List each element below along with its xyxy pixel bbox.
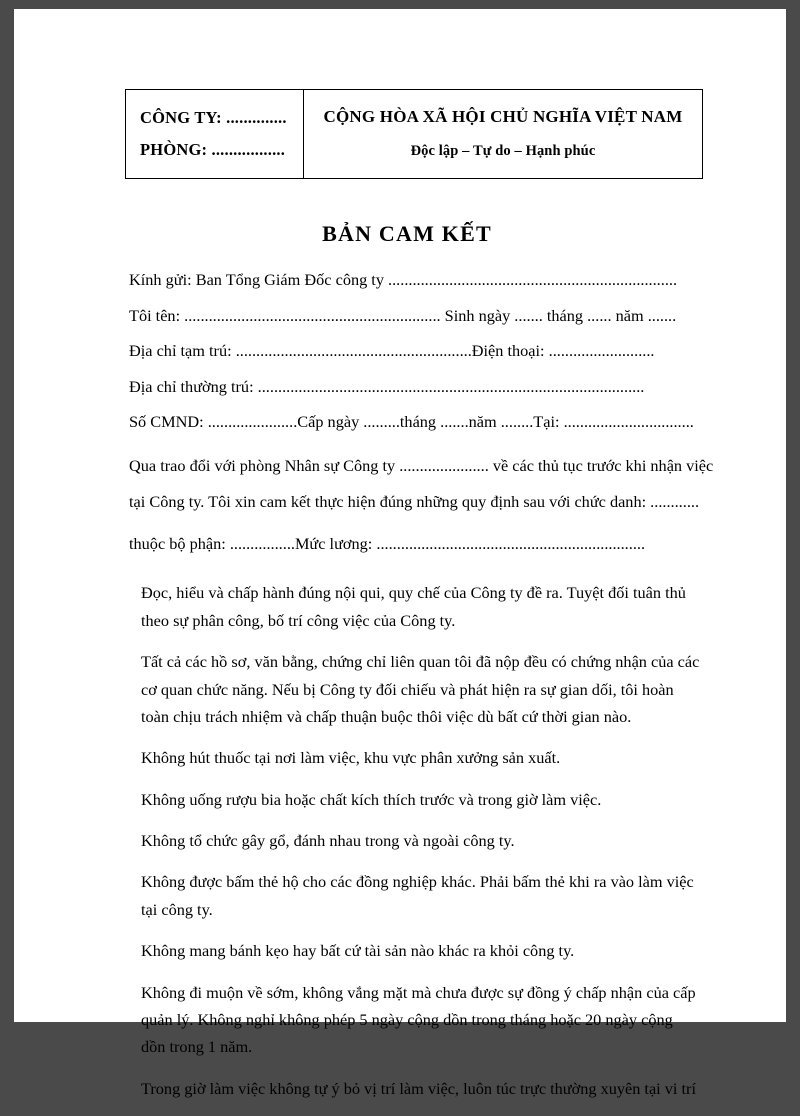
header-row: [126, 90, 703, 179]
commitment-item: Tất cả các hồ sơ, văn bằng, chứng chỉ liên quan tôi đã nộp đều có chứng nhận của các cơ quan chức năng. Nếu bị Công ty đối chiếu và phát hiện ra sự gian dối, tôi hoàn toàn chịu trách nhiệm và chấp thuận buộc thôi việc dù bất cứ thời gian nào.: [141, 652, 700, 726]
header-right-cell: [304, 90, 703, 179]
field-recipient: Kính gửi: Ban Tổng Giám Đốc công ty .......................................................................: [129, 270, 678, 290]
field-name: Tôi tên: ............................................................... Sinh ngày ....... tháng ...... năm .......: [129, 305, 677, 325]
header-table: [125, 89, 703, 179]
header-left-cell: [126, 90, 304, 179]
company-label: CÔNG TY: ..............: [140, 108, 287, 127]
commitment-item: Trong giờ làm việc không tự ý bỏ vị trí làm việc, luôn túc trực thường xuyên tại vi trí: [141, 1078, 696, 1098]
commitment-list: [111, 579, 703, 1102]
national-motto: Độc lập – Tự do – Hạnh phúc: [410, 142, 596, 159]
commitment-item: Không mang bánh kẹo hay bất cứ tài sản nào khác ra khỏi công ty.: [141, 941, 575, 961]
field-exchange-line-1: Qua trao đổi với phòng Nhân sự Công ty ...................... về các thủ tục trước khi nhận việc: [129, 456, 714, 476]
national-heading: CỘNG HÒA XÃ HỘI CHỦ NGHĨA VIỆT NAM: [323, 106, 683, 126]
commitment-item: Không uống rượu bia hoặc chất kích thích trước và trong giờ làm việc.: [141, 789, 602, 809]
commitment-item: Đọc, hiểu và chấp hành đúng nội qui, quy chế của Công ty đề ra. Tuyệt đối tuân thủ theo sự phân công, bố trí công việc của Công ty.: [141, 583, 686, 630]
field-exchange-line-2: tại Công ty. Tôi xin cam kết thực hiện đúng những quy định sau với chức danh: ............: [129, 491, 700, 511]
commitment-item: Không tổ chức gây gổ, đánh nhau trong và ngoài công ty.: [141, 831, 515, 851]
form-fields: [111, 267, 714, 557]
field-id-card: Số CMND: ......................Cấp ngày .........tháng .......năm ........Tại: ................................: [129, 411, 694, 431]
page-title: BẢN CAM KẾT: [322, 221, 492, 247]
department-label: PHÒNG: .................: [140, 140, 286, 160]
field-temporary-address: Địa chỉ tạm trú: ..........................................................Điện thoại: ..........................: [129, 341, 655, 361]
field-permanent-address: Địa chỉ thường trú: ...............................................................................................: [129, 376, 645, 396]
commitment-item: Không đi muộn về sớm, không vắng mặt mà chưa được sự đồng ý chấp nhận của cấp quản lý. Không nghỉ không phép 5 ngày cộng dồn trong tháng hoặc 20 ngày cộng dồn trong 1 năm.: [141, 982, 696, 1057]
commitment-item: Không hút thuốc tại nơi làm việc, khu vực phân xưởng sản xuất.: [141, 748, 561, 768]
commitment-item: Không được bấm thẻ hộ cho các đồng nghiệp khác. Phải bấm thẻ khi ra vào làm việc tại công ty.: [141, 872, 694, 919]
field-department-salary: thuộc bộ phận: ................Mức lương: ..................................................................: [129, 534, 646, 554]
document-content: [111, 89, 714, 1116]
document-page: [14, 9, 786, 1098]
